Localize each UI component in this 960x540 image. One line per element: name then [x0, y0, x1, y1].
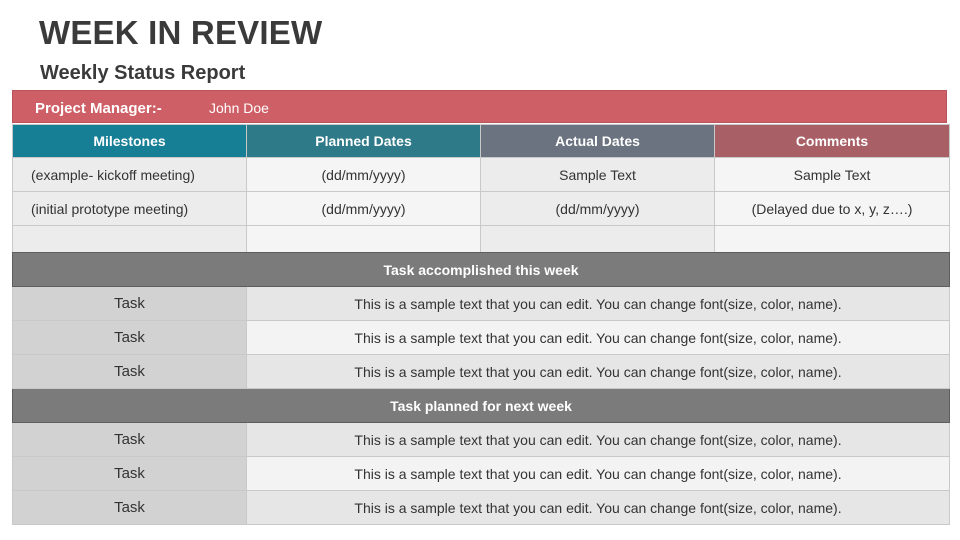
table-row [13, 321, 950, 355]
task-label: Task [13, 423, 247, 457]
comment-cell[interactable]: Sample Text [715, 158, 950, 192]
project-manager-name[interactable]: John Doe [209, 100, 269, 116]
task-description[interactable]: This is a sample text that you can edit. You can change font(size, color, name). [247, 287, 950, 321]
comments-header: Comments [715, 125, 950, 158]
accomplished-section-header [13, 253, 950, 287]
table-row [13, 192, 950, 226]
actual-date-cell[interactable]: Sample Text [481, 158, 715, 192]
table-row [13, 158, 950, 192]
page-title: WEEK IN REVIEW [39, 14, 323, 51]
table-row [13, 226, 950, 253]
task-description[interactable]: This is a sample text that you can edit. You can change font(size, color, name). [247, 457, 950, 491]
page-subtitle: Weekly Status Report [40, 62, 246, 84]
project-manager-label: Project Manager:- [35, 100, 162, 117]
accomplished-header: Task accomplished this week [13, 253, 950, 287]
comment-cell[interactable]: (Delayed due to x, y, z….) [715, 192, 950, 226]
milestone-cell[interactable]: (initial prototype meeting) [13, 192, 247, 226]
task-label: Task [13, 491, 247, 525]
task-description[interactable]: This is a sample text that you can edit. You can change font(size, color, name). [247, 321, 950, 355]
actual-date-cell[interactable]: (dd/mm/yyyy) [481, 192, 715, 226]
planned-date-cell[interactable]: (dd/mm/yyyy) [247, 158, 481, 192]
milestones-table [12, 124, 950, 253]
task-label: Task [13, 457, 247, 491]
planned-date-cell[interactable]: (dd/mm/yyyy) [247, 192, 481, 226]
milestone-cell[interactable]: (example- kickoff meeting) [13, 158, 247, 192]
planned-date-cell[interactable] [247, 226, 481, 253]
table-row [13, 423, 950, 457]
table-row [13, 491, 950, 525]
milestone-cell[interactable] [13, 226, 247, 253]
tasks-table [12, 252, 950, 525]
planned-header: Task planned for next week [13, 389, 950, 423]
actual-dates-header: Actual Dates [481, 125, 715, 158]
table-row [13, 457, 950, 491]
comment-cell[interactable] [715, 226, 950, 253]
project-manager-bar [12, 90, 947, 123]
table-row [13, 355, 950, 389]
task-description[interactable]: This is a sample text that you can edit. You can change font(size, color, name). [247, 355, 950, 389]
task-label: Task [13, 287, 247, 321]
milestones-header-row [13, 125, 950, 158]
planned-section-header [13, 389, 950, 423]
task-description[interactable]: This is a sample text that you can edit. You can change font(size, color, name). [247, 423, 950, 457]
actual-date-cell[interactable] [481, 226, 715, 253]
task-label: Task [13, 355, 247, 389]
table-row [13, 287, 950, 321]
planned-dates-header: Planned Dates [247, 125, 481, 158]
milestones-header: Milestones [13, 125, 247, 158]
task-label: Task [13, 321, 247, 355]
task-description[interactable]: This is a sample text that you can edit. You can change font(size, color, name). [247, 491, 950, 525]
